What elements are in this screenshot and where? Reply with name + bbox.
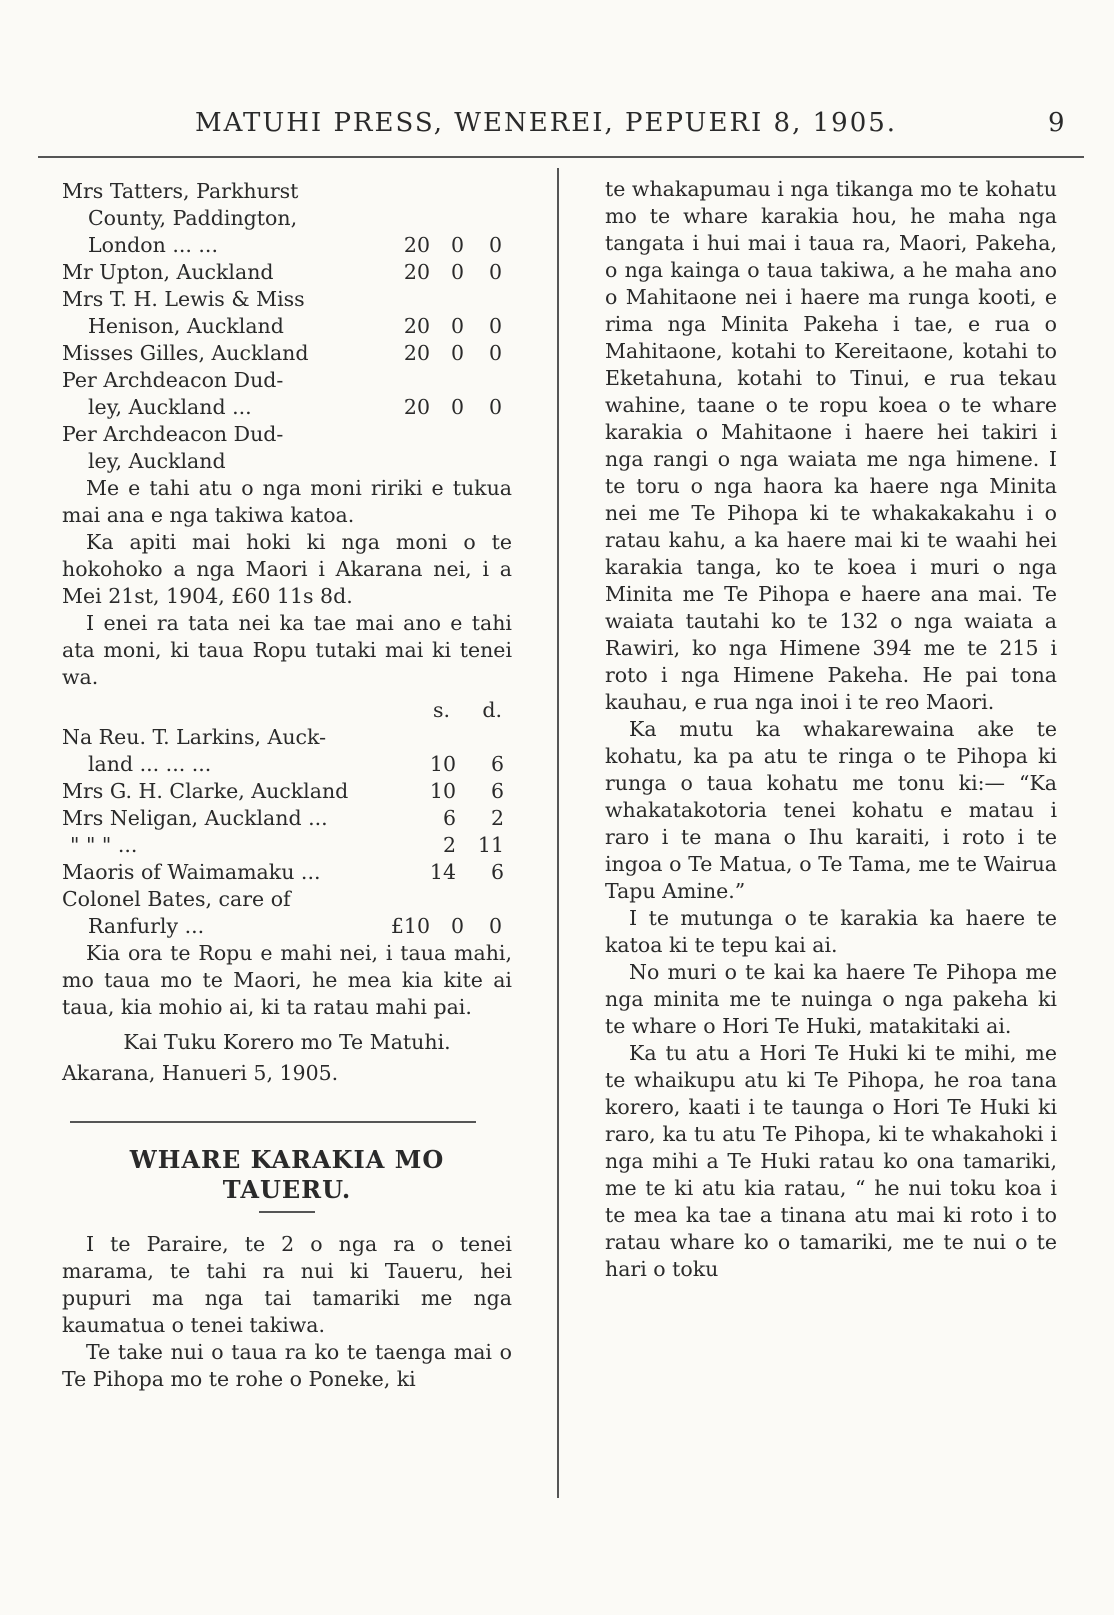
donor-row: Na Reu. T. Larkins, Auck- — [62, 725, 327, 749]
paragraph: Me e tahi atu o nga moni ririki e tukua mai ana e nga takiwa katoa. — [62, 476, 512, 527]
amount-pence: 0 — [488, 260, 502, 284]
signoff: Kai Tuku Korero mo Te Matuhi. — [123, 1030, 451, 1054]
paragraph: No muri o te kai ka haere Te Pihopa me nga minita me te nuinga o nga pakeha ki te whare o Hori Te Huki, matakitaki ai. — [605, 960, 1057, 1038]
page-number: 9 — [1048, 108, 1065, 138]
amount-pence: 6 — [490, 752, 504, 776]
donor-row: Mrs T. H. Lewis & Miss — [62, 287, 305, 311]
donor-row: " " " ... 2 11 — [70, 833, 504, 857]
donor-row: Mr Upton, Auckland 20 0 0 — [62, 260, 502, 284]
paragraph: Kia ora te Ropu e mahi nei, i taua mahi, mo taua mo te Maori, he mea kia kite ai taua, kia mohio ai, ki ta ratau mahi pai. — [62, 941, 512, 1019]
left-column — [62, 178, 512, 1393]
donor-row: Mrs Neligan, Auckland ... 6 2 — [62, 806, 504, 830]
donor-row-cont: ley, Auckland — [88, 449, 226, 473]
col-header-shillings: s. — [432, 698, 450, 722]
newspaper-title: MATUHI PRESS, WENEREI, PEPUERI 8, 1905. — [195, 108, 898, 138]
amount-pence: 0 — [488, 395, 502, 419]
page-header — [0, 108, 1114, 148]
amount-pence: 11 — [477, 833, 504, 857]
amount-shillings: 10 — [429, 779, 456, 803]
paragraph: te whakapumau i nga tikanga mo te kohatu mo te whare karakia hou, he maha nga tangata i hui mai i taua ra, Maori, Pakeha, o nga kainga o taua takiwa, a he maha ano o Mahitaone nei i haere ma runga kooti, e rima nga Minita Pakeha i tae, e rua o Mahitaone, kotahi to Kereitaone, kotahi to Eketahuna, kotahi to Tinui, e rua tekau wahine, taane o te ropu koea o te whare karakia o Mahitaone i haere hei takiri i nga rangi o nga waiata me nga himene. I te toru o nga haora ka haere nga Minita nei me Te Pihopa ki te whakakakahu i o ratau kahu, a ka haere mai ki te waahi hei karakia tanga, ko te koea i muri o nga Minita me Te Pihopa e haere ana mai. Te waiata tautahi ko te 132 o nga waiata a Rawiri, ko nga Himene 394 me te 215 i roto i nga Himene Pakeha. He pai tona kauhau, e rua nga inoi i te reo Maori. — [605, 177, 1057, 714]
donor-row-cont: London ... ... 20 0 0 — [88, 233, 502, 257]
amount-shillings: 0 — [450, 395, 464, 419]
paragraph: Te take nui o taua ra ko te taenga mai o Te Pihopa mo te rohe o Poneke, ki — [62, 1340, 512, 1391]
donor-row-cont: ley, Auckland ... 20 0 0 — [88, 395, 502, 419]
donor-row-cont: Ranfurly ... £10 0 0 — [88, 914, 502, 938]
amount-pence: 0 — [488, 314, 502, 338]
donor-row: Mrs Tatters, Parkhurst — [62, 179, 299, 203]
amount-shillings: 0 — [450, 233, 464, 257]
amount-shillings: 0 — [450, 314, 464, 338]
amount-shillings: 0 — [450, 260, 464, 284]
donor-row-cont: Henison, Auckland 20 0 0 — [88, 314, 502, 338]
donor-row: Per Archdeacon Dud- — [62, 422, 284, 446]
donor-row: Colonel Bates, care of — [62, 887, 291, 911]
amount-pounds: £10 — [390, 914, 430, 938]
amount-shillings: 14 — [429, 860, 456, 884]
amount-pounds: 20 — [403, 260, 430, 284]
donor-list — [62, 178, 512, 475]
amount-pounds: 20 — [403, 233, 430, 257]
col-header-pence: d. — [482, 698, 502, 722]
donor-row: Maoris of Waimamaku ... 14 6 — [62, 860, 504, 884]
amount-shillings: 2 — [442, 833, 456, 857]
amount-shillings: 6 — [442, 806, 456, 830]
amount-pence: 0 — [488, 233, 502, 257]
header-rule — [38, 156, 1084, 158]
amount-shillings: 10 — [429, 752, 456, 776]
paragraph: Ka tu atu a Hori Te Huki ki te mihi, me te whaikupu atu ki Te Pihopa, he roa tana korero, kaati i te taunga o Hori Te Huki ki raro, ka tu atu Te Pihopa, ki te whakahoki i nga mihi a Te Huki ratau ko ona tamariki, me te ki atu kia ratau, “ he nui toku koa i te mea ka tae a tinana atu mai ki roto i to ratau whare ko o tamariki, me te nui o te hari o toku — [605, 1041, 1057, 1281]
place-date: Akarana, Hanueri 5, 1905. — [62, 1061, 339, 1085]
amount-pence: 0 — [488, 341, 502, 365]
amount-shillings: 0 — [450, 341, 464, 365]
paragraph: Ka mutu ka whakarewaina ake te kohatu, ka pa atu te ringa o te Pihopa ki runga o taua kohatu me tonu ki:— “Ka whakatakotoria tenei kohatu e matau i raro i te mana o Ihu karaiti, i roto i te ingoa o Te Matua, o Te Tama, me te Wairua Tapu Amine.” — [605, 717, 1057, 903]
donor-row-cont: County, Paddington, — [88, 206, 298, 230]
heading-rule — [259, 1211, 315, 1213]
paragraph: Ka apiti mai hoki ki nga moni o te hokohoko a nga Maori i Akarana nei, i a Mei 21st, 1904, £60 11s 8d. — [62, 530, 512, 608]
paragraph: I te mutunga o te karakia ka haere te katoa ki te tepu kai ai. — [605, 906, 1057, 957]
donor-row: Misses Gilles, Auckland 20 0 0 — [62, 341, 502, 365]
column-divider — [557, 168, 559, 1498]
amount-pence: 0 — [488, 914, 502, 938]
donor-row-cont: land ... ... ... 10 6 — [88, 752, 504, 776]
donor-row: Mrs G. H. Clarke, Auckland 10 6 — [62, 779, 504, 803]
donor-row: Per Archdeacon Dud- — [62, 368, 284, 392]
amount-pence: 6 — [490, 779, 504, 803]
amount-pounds: 20 — [403, 395, 430, 419]
paragraph: I enei ra tata nei ka tae mai ano e tahi ata moni, ki taua Ropu tutaki mai ki tenei wa. — [62, 611, 512, 689]
amount-pounds: 20 — [403, 341, 430, 365]
section-heading: WHARE KARAKIA MO TAUERU. — [129, 1145, 445, 1204]
amount-shillings: 0 — [450, 914, 464, 938]
amount-pence: 6 — [490, 860, 504, 884]
paragraph: I te Paraire, te 2 o nga ra o tenei marama, te tahi ra nui ki Taueru, hei pupuri ma nga tai tamariki me nga kaumatua o tenei takiwa. — [62, 1232, 512, 1337]
amount-pence: 2 — [490, 806, 504, 830]
small-donor-list — [62, 724, 512, 940]
column-headers — [62, 697, 512, 724]
section-rule — [70, 1121, 476, 1123]
right-column — [605, 176, 1057, 1283]
amount-pounds: 20 — [403, 314, 430, 338]
